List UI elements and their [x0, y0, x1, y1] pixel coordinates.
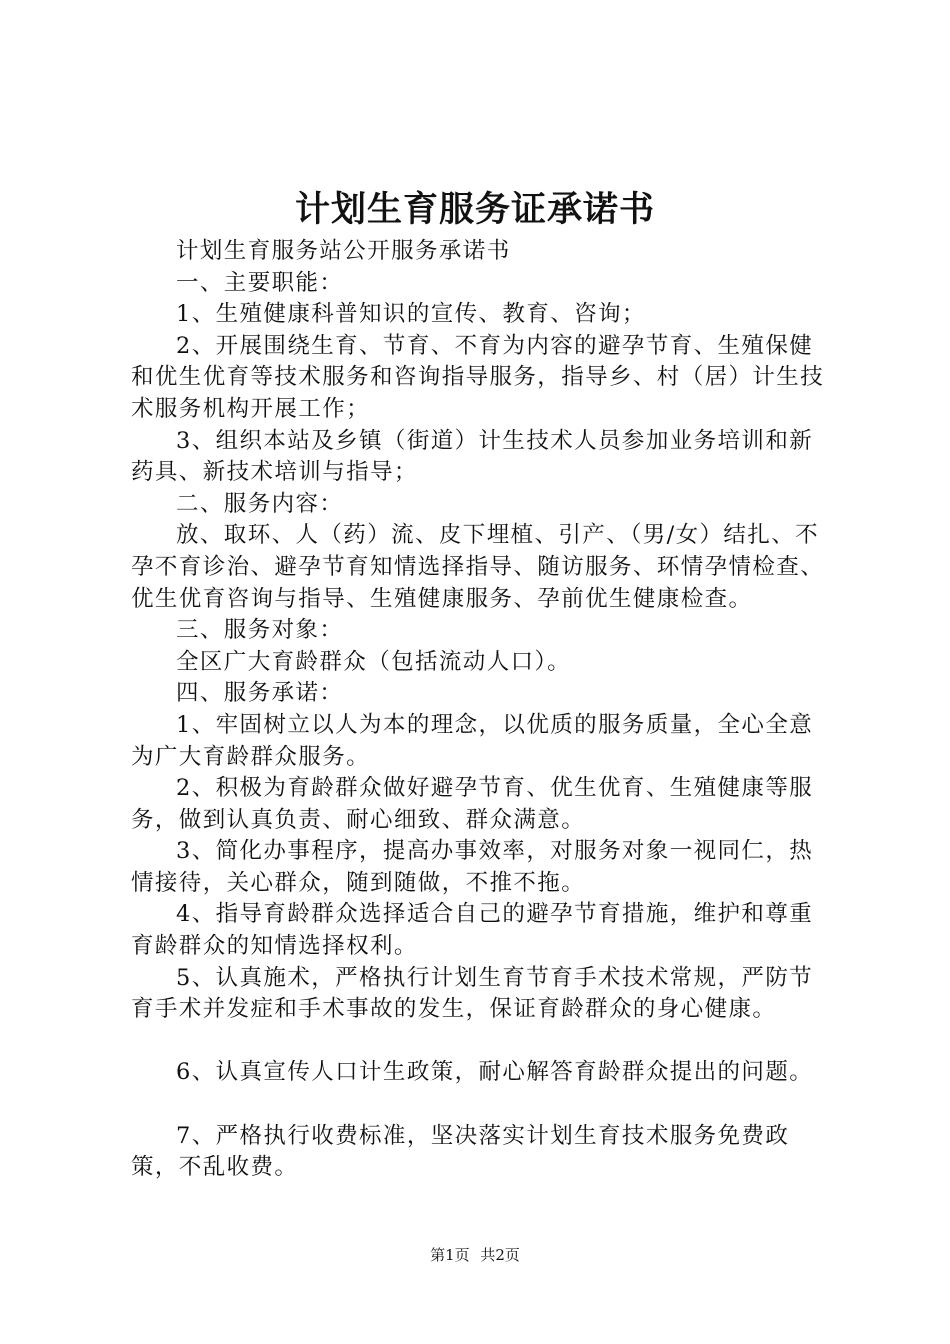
paragraph: 计划生育服务站公开服务承诺书 [176, 238, 511, 264]
paragraph: 1、生殖健康科普知识的宣传、教育、咨询； [176, 301, 646, 328]
page-total: 共2页 [480, 1246, 520, 1264]
document-body [131, 236, 831, 1184]
page-footer [0, 1243, 950, 1267]
paragraph: 全区广大育龄群众（包括流动人口）。 [176, 648, 572, 675]
paragraph: 3、简化办事程序，提高办事效率，对服务对象一视同仁，热情接待，关心群众，随到随做，不推不拖。 [131, 838, 814, 896]
paragraph: 三、服务对象： [176, 617, 344, 644]
paragraph: 二、服务内容： [176, 490, 344, 517]
document-title: 计划生育服务证承诺书 [294, 189, 655, 230]
paragraph: 5、认真施术，严格执行计划生育节育手术技术常规，严防节育手术并发症和手术事故的发生，保证育龄群众的身心健康。 [131, 964, 814, 1023]
paragraph: 3、组织本站及乡镇（街道）计生技术人员参加业务培训和新药具、新技术培训与指导； [131, 427, 814, 486]
paragraph: 1、牢固树立以人为本的理念，以优质的服务质量，全心全意为广大育龄群众服务。 [131, 711, 814, 770]
paragraph: 7、严格执行收费标准，坚决落实计划生育技术服务免费政策，不乱收费。 [131, 1122, 790, 1181]
paragraph: 四、服务承诺： [176, 680, 344, 707]
paragraph: 4、指导育龄群众选择适合自己的避孕节育措施，维护和尊重育龄群众的知情选择权利。 [131, 901, 814, 960]
paragraph: 放、取环、人（药）流、皮下埋植、引产、（男/女）结扎、不孕不育诊治、避孕节育知情选择指导、随访服务、环情孕情检查、优生优育咨询与指导、生殖健康服务、孕前优生健康检查。 [131, 522, 825, 612]
paragraph: 2、开展围绕生育、节育、不育为内容的避孕节育、生殖保健和优生优育等技术服务和咨询指导服务，指导乡、村（居）计生技术服务机构开展工作； [131, 332, 825, 422]
paragraph: 一、主要职能： [176, 269, 344, 296]
page-number: 第1页 [430, 1246, 470, 1264]
paragraph: 6、认真宣传人口计生政策，耐心解答育龄群众提出的问题。 [176, 1059, 814, 1086]
paragraph: 2、积极为育龄群众做好避孕节育、优生优育、生殖健康等服务，做到认真负责、耐心细致、群众满意。 [131, 775, 814, 833]
